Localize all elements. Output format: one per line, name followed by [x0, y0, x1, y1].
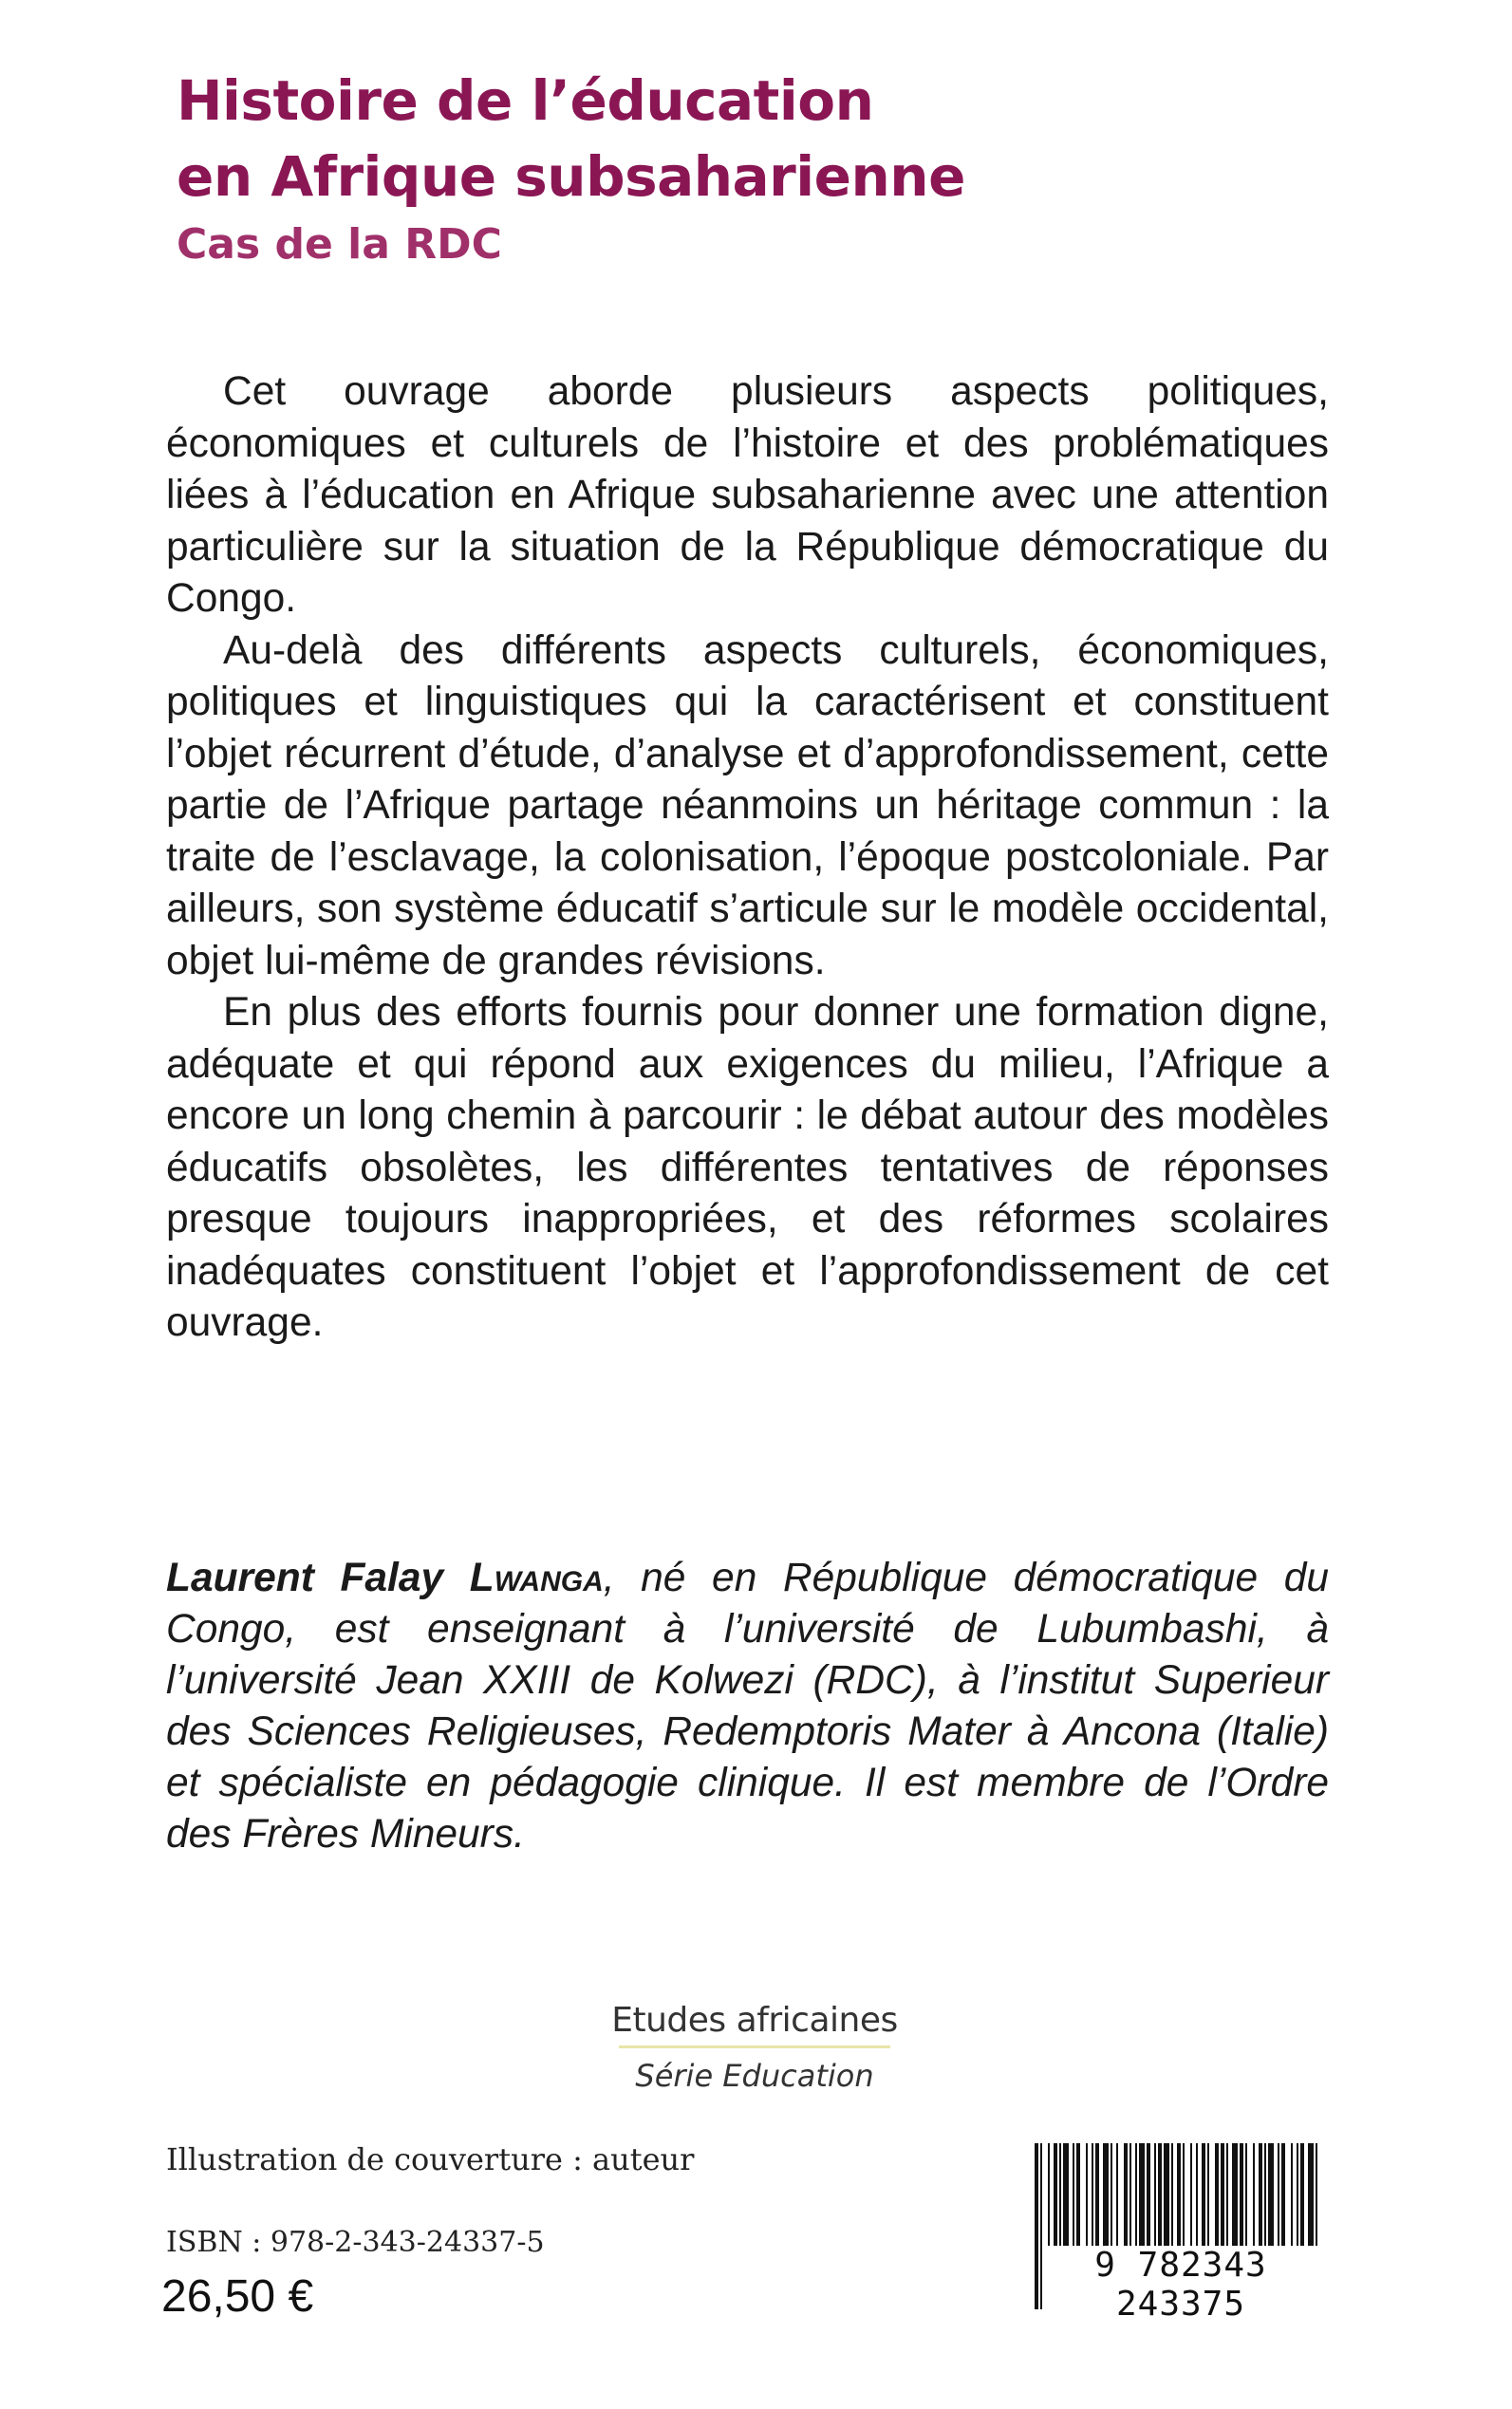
author-surname: Lwanga: [469, 1556, 604, 1600]
price: 26,50 €: [161, 2271, 314, 2322]
author-bio: [166, 1553, 1329, 1860]
illustration-credit: Illustration de couverture : auteur: [166, 2141, 695, 2177]
summary-paragraph-3: En plus des efforts fournis pour donner une formation digne, adéquate et qui répond aux exigences du milieu, l’Afrique a encore un long chemin à parcourir : le débat autour des modèles éducatifs obsolètes, les différentes tentatives de réponses presque toujours inappropriées, et des réformes scolaires inadéquates constituent l’objet et l’approfondissement de cet ouvrage.: [166, 990, 1329, 1345]
barcode-bar: [1035, 2143, 1038, 2309]
isbn: ISBN : 978-2-343-24337-5: [166, 2226, 545, 2259]
summary-paragraph-2: Au-delà des différents aspects culturels, économiques, politiques et linguistiques qui la caractérisent et constituent l’objet récurrent d’étude, d’analyse et d’approfondissement, cette partie de l’Afrique partage néanmoins un héritage commun : la traite de l’esclavage, la colonisation, l’époque postcoloniale. Par ailleurs, son système éducatif s’articule sur le modèle occidental, objet lui-même de grandes révisions.: [166, 627, 1329, 983]
title-line-1: Histoire de l’éducation: [177, 68, 874, 133]
book-title: [177, 63, 965, 215]
author-bio-text: , né en République démocratique du Congo, est enseignant à l’université de Lubumbashi, à l’université Jean XXIII de Kolwezi (RDC), à l’institut Superieur des Sciences Religieuses, Redemptoris Mater à Ancona (Italie) et spécialiste en pédagogie clinique. Il est membre de l’Ordre des Frères Mineurs.: [166, 1556, 1329, 1857]
series-name: Etudes africaines: [611, 2001, 898, 2040]
author-first-names: Laurent Falay: [166, 1556, 444, 1600]
series-subseries: Série Education: [635, 2058, 874, 2094]
series-logo: [607, 2001, 902, 2094]
summary-paragraph-1: Cet ouvrage aborde plusieurs aspects politiques, économiques et culturels de l’histoire et des problématiques liées à l’éducation en Afrique subsaharienne avec une attention particulière sur la situation de la République démocratique du Congo.: [166, 369, 1329, 621]
book-subtitle: Cas de la RDC: [177, 220, 502, 269]
summary-text: [166, 366, 1329, 1350]
title-line-2: en Afrique subsaharienne: [177, 144, 965, 209]
barcode-digits: 9 782343 243375: [1042, 2246, 1319, 2324]
series-divider: [619, 2045, 890, 2048]
